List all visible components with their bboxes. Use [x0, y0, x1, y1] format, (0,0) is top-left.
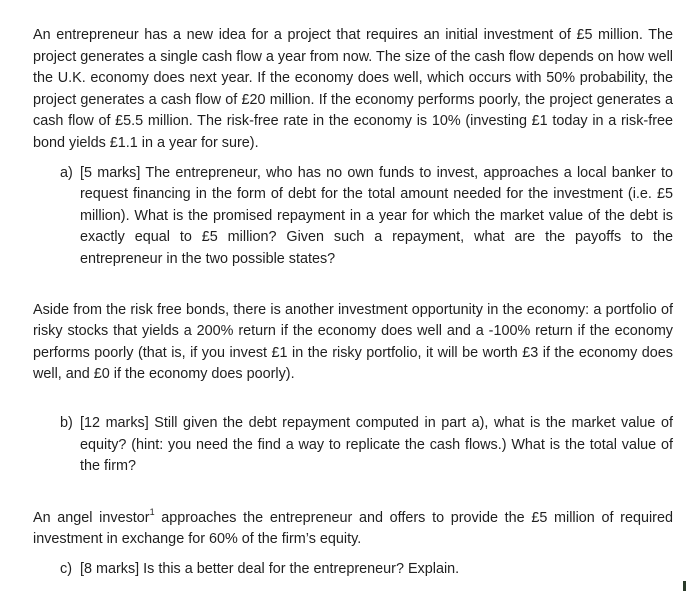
question-a	[60, 163, 673, 271]
footnote-marker[interactable]: 1	[149, 506, 155, 517]
angel-text-before: An angel investor	[33, 509, 150, 526]
question-a-text: [5 marks] The entrepreneur, who has no own funds to invest, approaches a local banker to request financing in the form of debt for the total amount needed for the investment (i.e. £5 million). What is the promised repayment in a year for which the market value of the debt is exactly equal to £5 million? Given such a repayment, what are the payoffs to the entrepreneur in the two possible states?	[80, 164, 673, 267]
question-c	[60, 559, 673, 581]
question-c-text: [8 marks] Is this a better deal for the entrepreneur? Explain.	[80, 560, 460, 577]
angel-paragraph	[33, 508, 673, 551]
intro-paragraph: An entrepreneur has a new idea for a project that requires an initial investment of £5 million. The project generates a single cash flow a year from now. The size of the cash flow depends on how well the U.K. economy does next year. If the economy does well, which occurs with 50% probability, the project generates a cash flow of £20 million. If the economy performs poorly, the project generates a cash flow of £5.5 million. The risk-free rate in the economy is 10% (investing £1 today in a risk-free bond yields £1.1 in a year for sure).	[33, 27, 673, 151]
question-b	[60, 413, 673, 478]
aside-paragraph: Aside from the risk free bonds, there is another investment opportunity in the economy: a portfolio of risky stocks that yields a 200% return if the economy does well and a -100% return if the economy performs poorly (that is, if you invest £1 in the risky portfolio, it will be worth £3 if the economy does well, and £0 if the economy does poorly).	[33, 301, 673, 383]
document-body	[33, 25, 673, 580]
angel-text-after: approaches the entrepreneur and offers to provide the £5 million of required investment in exchange for 60% of the firm’s equity.	[33, 509, 673, 548]
page-edge-mark	[683, 581, 686, 591]
question-b-text: [12 marks] Still given the debt repayment computed in part a), what is the market value of equity? (hint: you need the find a way to replicate the cash flows.) What is the total value of the firm?	[80, 414, 673, 475]
question-b-label: b)	[60, 414, 73, 431]
question-a-label: a)	[60, 164, 73, 181]
question-c-label: c)	[60, 560, 72, 577]
